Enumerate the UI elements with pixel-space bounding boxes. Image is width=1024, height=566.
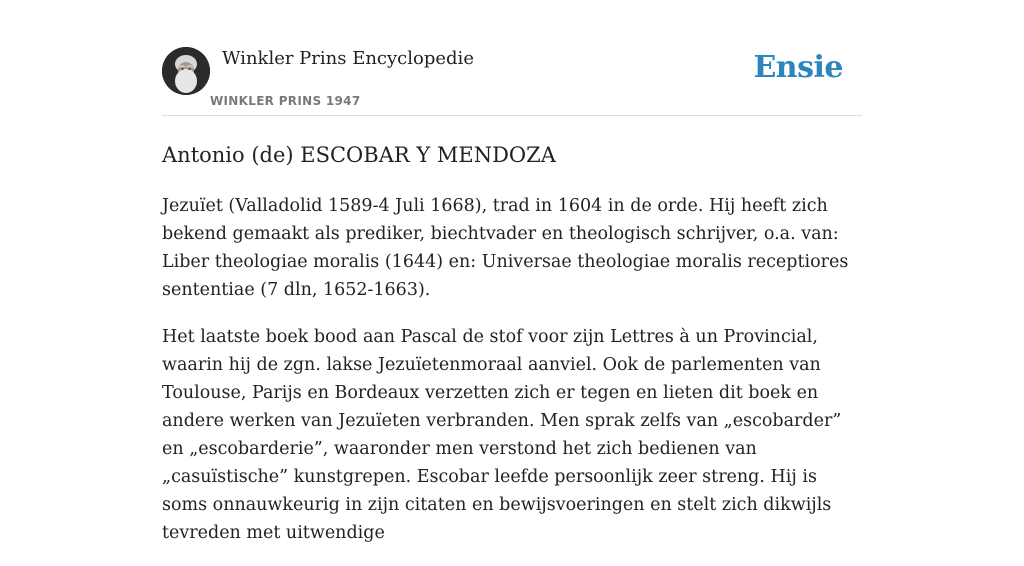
article-paragraph: Het laatste boek bood aan Pascal de stof voor zijn Lettres à un Provincial, waarin hij de zgn. lakse Jezuïetenmoraal aanviel. Ook de parlementen van Toulouse, Parijs en Bordeaux verzetten zich er tegen en lieten dit boek en andere werken van Jezuïeten verbranden. Men sprak zelfs van „escobarder” en „escobarderie”, waaronder men verstond het zich bedienen van „casuïstische” kunstgrepen. Escobar leefde persoonlijk zeer streng. Hij is soms onnauwkeurig in zijn citaten en bewijsvoeringen en stelt zich dikwijls tevreden met uitwendige — [162, 327, 842, 543]
edition-label: WINKLER PRINS 1947 — [210, 94, 361, 108]
author-avatar[interactable] — [162, 47, 210, 95]
avatar-portrait-image — [162, 47, 210, 95]
site-title[interactable]: Winkler Prins Encyclopedie — [222, 48, 474, 69]
site-header — [162, 40, 862, 116]
article-body — [162, 192, 862, 566]
article-title: Antonio (de) ESCOBAR Y MENDOZA — [162, 143, 556, 167]
header-divider — [162, 115, 862, 116]
ensie-logo[interactable]: Ensie — [753, 50, 843, 85]
article-paragraph: Jezuïet (Valladolid 1589-4 Juli 1668), trad in 1604 in de orde. Hij heeft zich bekend gemaakt als prediker, biechtvader en theologisch schrijver, o.a. van: Liber theologiae moralis (1644) en: Universae theologiae moralis receptiores sententiae (7 dln, 1652-1663). — [162, 196, 849, 300]
